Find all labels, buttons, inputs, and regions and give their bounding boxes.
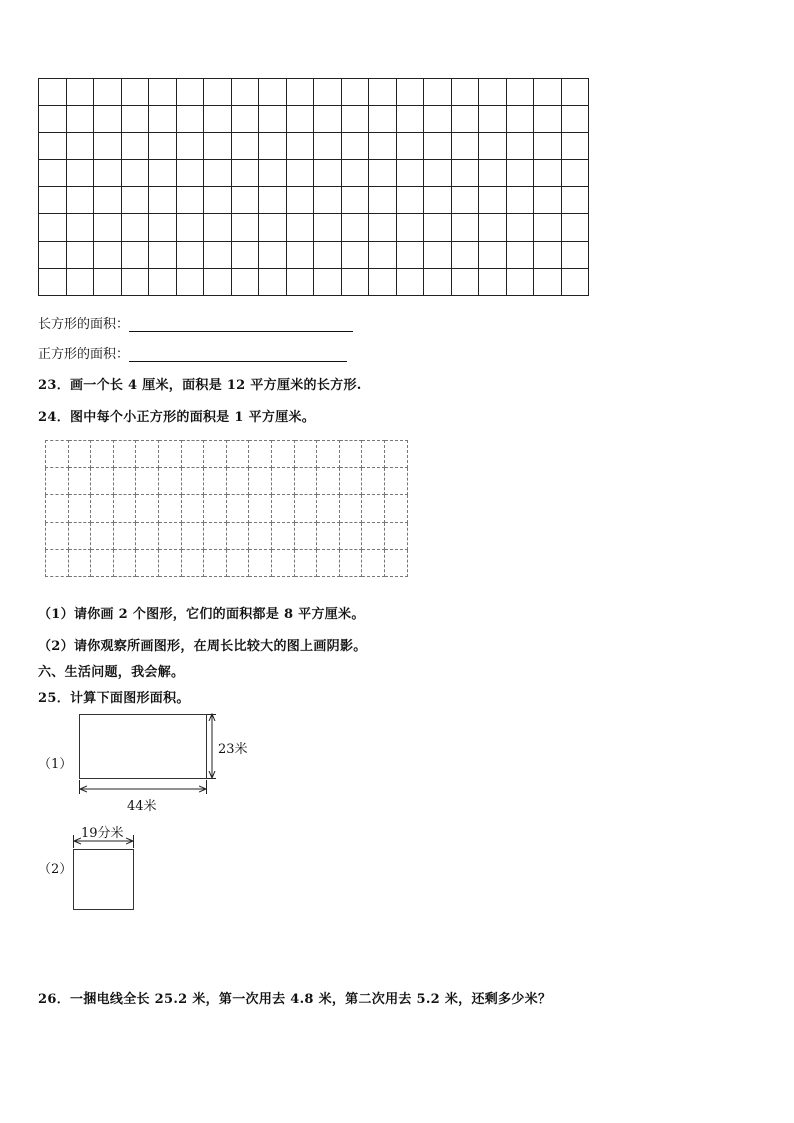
rect-area-label: 长方形的面积：	[38, 317, 130, 332]
grid-cell[interactable]	[369, 214, 397, 241]
grid-cell[interactable]	[136, 549, 159, 576]
grid-cell[interactable]	[451, 241, 479, 268]
grid-cell[interactable]	[259, 106, 287, 133]
grid-row	[46, 441, 408, 468]
grid-cell[interactable]	[369, 106, 397, 133]
grid-cell[interactable]	[424, 187, 452, 214]
grid-cell[interactable]	[396, 268, 424, 295]
grid-cell[interactable]	[176, 160, 204, 187]
grid-cell[interactable]	[479, 160, 507, 187]
rect-area-answer-line	[38, 313, 353, 332]
grid-cell[interactable]	[249, 441, 272, 468]
grid-cell[interactable]	[396, 79, 424, 106]
grid-cell[interactable]	[46, 522, 69, 549]
grid-cell[interactable]	[231, 214, 259, 241]
grid-cell[interactable]	[149, 79, 177, 106]
grid-cell[interactable]	[341, 160, 369, 187]
grid-cell[interactable]	[181, 495, 204, 522]
grid-cell[interactable]	[534, 268, 562, 295]
grid-cell[interactable]	[176, 268, 204, 295]
grid-cell[interactable]	[149, 160, 177, 187]
grid-cell[interactable]	[424, 214, 452, 241]
grid-cell[interactable]	[314, 160, 342, 187]
grid-cell[interactable]	[226, 495, 249, 522]
grid-row	[39, 241, 589, 268]
grid-cell[interactable]	[479, 79, 507, 106]
question-text: 图中每个小正方形的面积是 1 平方厘米。	[70, 410, 316, 425]
figure-1-label: （1）	[38, 757, 73, 772]
grid-cell[interactable]	[286, 214, 314, 241]
grid-cell[interactable]	[396, 160, 424, 187]
question-23	[38, 374, 362, 393]
grid-cell[interactable]	[46, 495, 69, 522]
grid-cell[interactable]	[362, 549, 385, 576]
grid-cell[interactable]	[534, 241, 562, 268]
grid-cell[interactable]	[204, 79, 232, 106]
grid-cell[interactable]	[317, 441, 340, 468]
grid-cell[interactable]	[204, 241, 232, 268]
grid-cell[interactable]	[149, 187, 177, 214]
grid-cell[interactable]	[286, 106, 314, 133]
grid-cell[interactable]	[46, 468, 69, 495]
grid-cell[interactable]	[121, 106, 149, 133]
grid-cell[interactable]	[158, 549, 181, 576]
grid-cell[interactable]	[46, 549, 69, 576]
grid-cell[interactable]	[384, 522, 407, 549]
grid-cell[interactable]	[121, 187, 149, 214]
grid-cell[interactable]	[39, 241, 67, 268]
grid-cell[interactable]	[121, 214, 149, 241]
grid-cell[interactable]	[339, 495, 362, 522]
grid-cell[interactable]	[39, 187, 67, 214]
grid-cell[interactable]	[66, 160, 94, 187]
grid-cell[interactable]	[561, 268, 589, 295]
grid-row	[39, 268, 589, 295]
grid-cell[interactable]	[341, 241, 369, 268]
grid-cell[interactable]	[259, 241, 287, 268]
grid-cell[interactable]	[314, 187, 342, 214]
grid-cell[interactable]	[286, 268, 314, 295]
square-area-label: 正方形的面积：	[38, 347, 130, 362]
grid-cell[interactable]	[286, 160, 314, 187]
grid-row	[46, 522, 408, 549]
grid-cell[interactable]	[339, 549, 362, 576]
grid-cell[interactable]	[94, 268, 122, 295]
grid-cell[interactable]	[176, 106, 204, 133]
grid-row	[39, 187, 589, 214]
grid-cell[interactable]	[158, 468, 181, 495]
grid-cell[interactable]	[259, 79, 287, 106]
grid-cell[interactable]	[231, 133, 259, 160]
grid-cell[interactable]	[113, 495, 136, 522]
grid-cell[interactable]	[341, 79, 369, 106]
grid-cell[interactable]	[506, 241, 534, 268]
grid-row	[39, 106, 589, 133]
grid-cell[interactable]	[286, 187, 314, 214]
grid-cell[interactable]	[136, 468, 159, 495]
figure-2-square	[66, 834, 142, 914]
grid-cell[interactable]	[339, 441, 362, 468]
grid-cell[interactable]	[113, 549, 136, 576]
grid-cell[interactable]	[534, 160, 562, 187]
grid-cell[interactable]	[314, 133, 342, 160]
grid-cell[interactable]	[286, 133, 314, 160]
figure-1-rectangle	[70, 708, 260, 814]
figure-1-height-label: 23米	[218, 742, 248, 757]
grid-cell[interactable]	[176, 241, 204, 268]
grid-cell[interactable]	[181, 549, 204, 576]
grid-cell[interactable]	[91, 468, 114, 495]
grid-cell[interactable]	[314, 241, 342, 268]
grid-cell[interactable]	[479, 106, 507, 133]
grid-cell[interactable]	[424, 241, 452, 268]
grid-cell[interactable]	[396, 187, 424, 214]
grid-cell[interactable]	[479, 241, 507, 268]
grid-cell[interactable]	[317, 549, 340, 576]
grid-cell[interactable]	[204, 187, 232, 214]
grid-row	[39, 160, 589, 187]
grid-cell[interactable]	[534, 133, 562, 160]
grid-cell[interactable]	[204, 468, 227, 495]
grid-cell[interactable]	[66, 187, 94, 214]
grid-row	[39, 133, 589, 160]
grid-cell[interactable]	[231, 160, 259, 187]
grid-cell[interactable]	[341, 214, 369, 241]
grid-cell[interactable]	[66, 241, 94, 268]
grid-row	[46, 468, 408, 495]
grid-cell[interactable]	[314, 214, 342, 241]
grid-cell[interactable]	[94, 160, 122, 187]
grid-cell[interactable]	[506, 187, 534, 214]
grid-cell[interactable]	[204, 133, 232, 160]
grid-cell[interactable]	[94, 79, 122, 106]
grid-cell[interactable]	[113, 441, 136, 468]
grid-cell[interactable]	[294, 495, 317, 522]
grid-cell[interactable]	[317, 468, 340, 495]
grid-cell[interactable]	[68, 522, 91, 549]
grid-cell[interactable]	[204, 214, 232, 241]
grid-cell[interactable]	[94, 106, 122, 133]
grid-cell[interactable]	[231, 106, 259, 133]
grid-cell[interactable]	[39, 214, 67, 241]
grid-cell[interactable]	[68, 441, 91, 468]
grid-cell[interactable]	[362, 495, 385, 522]
question-number: 26．	[38, 992, 70, 1007]
grid-cell[interactable]	[176, 79, 204, 106]
grid-cell[interactable]	[451, 133, 479, 160]
grid-cell[interactable]	[271, 522, 294, 549]
grid-cell[interactable]	[136, 441, 159, 468]
grid-cell[interactable]	[39, 268, 67, 295]
grid-cell[interactable]	[294, 441, 317, 468]
grid-cell[interactable]	[231, 241, 259, 268]
grid-cell[interactable]	[369, 241, 397, 268]
grid-cell[interactable]	[113, 522, 136, 549]
grid-cell[interactable]	[259, 160, 287, 187]
grid-cell[interactable]	[231, 79, 259, 106]
grid-cell[interactable]	[317, 522, 340, 549]
grid-cell[interactable]	[506, 160, 534, 187]
grid-cell[interactable]	[226, 549, 249, 576]
figure-1-width-label: 44米	[127, 799, 157, 814]
grid-cell[interactable]	[534, 187, 562, 214]
section-title: 六、生活问题，我会解。	[38, 665, 185, 680]
grid-cell[interactable]	[136, 522, 159, 549]
square-area-answer-line	[38, 343, 347, 362]
grid-cell[interactable]	[384, 441, 407, 468]
grid-cell[interactable]	[561, 160, 589, 187]
grid-cell[interactable]	[369, 79, 397, 106]
grid-cell[interactable]	[66, 268, 94, 295]
grid-cell[interactable]	[176, 187, 204, 214]
rectangle-shape	[80, 715, 207, 779]
grid-cell[interactable]	[176, 214, 204, 241]
rect-area-blank[interactable]	[129, 317, 353, 332]
grid-cell[interactable]	[94, 187, 122, 214]
grid-cell[interactable]	[121, 160, 149, 187]
grid-cell[interactable]	[259, 268, 287, 295]
grid-cell[interactable]	[424, 79, 452, 106]
grid-cell[interactable]	[91, 522, 114, 549]
grid-cell[interactable]	[149, 241, 177, 268]
grid-cell[interactable]	[286, 79, 314, 106]
grid-cell[interactable]	[424, 268, 452, 295]
grid-cell[interactable]	[94, 133, 122, 160]
drawing-grid[interactable]	[38, 78, 589, 296]
grid-cell[interactable]	[259, 214, 287, 241]
grid-cell[interactable]	[341, 106, 369, 133]
grid-cell[interactable]	[369, 160, 397, 187]
grid-cell[interactable]	[271, 495, 294, 522]
question-24-part-2: （2）请你观察所画图形，在周长比较大的图上画阴影。	[38, 639, 367, 654]
grid-cell[interactable]	[362, 441, 385, 468]
question-text: 画一个长 4 厘米，面积是 12 平方厘米的长方形.	[70, 378, 362, 393]
grid-cell[interactable]	[294, 549, 317, 576]
grid-cell[interactable]	[506, 268, 534, 295]
grid-cell[interactable]	[226, 468, 249, 495]
dotted-grid[interactable]	[45, 440, 408, 577]
grid-cell[interactable]	[561, 214, 589, 241]
grid-cell[interactable]	[204, 549, 227, 576]
grid-cell[interactable]	[176, 133, 204, 160]
grid-cell[interactable]	[68, 495, 91, 522]
grid-cell[interactable]	[249, 468, 272, 495]
grid-cell[interactable]	[451, 106, 479, 133]
grid-cell[interactable]	[249, 549, 272, 576]
figure-2-side-label: 19分米	[81, 826, 124, 841]
grid-cell[interactable]	[451, 160, 479, 187]
grid-cell[interactable]	[249, 495, 272, 522]
grid-cell[interactable]	[451, 214, 479, 241]
grid-cell[interactable]	[479, 214, 507, 241]
figure-2-label: （2）	[38, 862, 73, 877]
grid-cell[interactable]	[424, 106, 452, 133]
grid-cell[interactable]	[46, 441, 69, 468]
question-text: 计算下面图形面积。	[70, 691, 190, 706]
square-shape	[74, 850, 134, 910]
grid-cell[interactable]	[294, 522, 317, 549]
grid-cell[interactable]	[39, 79, 67, 106]
grid-cell[interactable]	[286, 241, 314, 268]
grid-cell[interactable]	[314, 79, 342, 106]
square-area-blank[interactable]	[129, 347, 347, 362]
grid-cell[interactable]	[396, 133, 424, 160]
grid-cell[interactable]	[68, 468, 91, 495]
grid-cell[interactable]	[479, 133, 507, 160]
grid-row	[46, 495, 408, 522]
grid-cell[interactable]	[561, 241, 589, 268]
grid-cell[interactable]	[561, 133, 589, 160]
grid-cell[interactable]	[384, 495, 407, 522]
question-number: 23．	[38, 378, 70, 393]
grid-cell[interactable]	[226, 441, 249, 468]
grid-cell[interactable]	[396, 241, 424, 268]
grid-cell[interactable]	[561, 187, 589, 214]
grid-cell[interactable]	[259, 187, 287, 214]
grid-cell[interactable]	[121, 268, 149, 295]
grid-cell[interactable]	[341, 268, 369, 295]
grid-cell[interactable]	[181, 441, 204, 468]
grid-cell[interactable]	[121, 133, 149, 160]
grid-cell[interactable]	[181, 522, 204, 549]
grid-cell[interactable]	[339, 468, 362, 495]
grid-cell[interactable]	[314, 106, 342, 133]
grid-cell[interactable]	[66, 133, 94, 160]
grid-row	[46, 549, 408, 576]
grid-cell[interactable]	[534, 79, 562, 106]
question-24-part-1: （1）请你画 2 个图形，它们的面积都是 8 平方厘米。	[38, 607, 365, 622]
grid-cell[interactable]	[204, 495, 227, 522]
grid-cell[interactable]	[66, 106, 94, 133]
grid-cell[interactable]	[451, 79, 479, 106]
grid-cell[interactable]	[121, 79, 149, 106]
grid-cell[interactable]	[424, 133, 452, 160]
grid-cell[interactable]	[424, 160, 452, 187]
question-24	[38, 406, 315, 425]
grid-cell[interactable]	[362, 522, 385, 549]
grid-cell[interactable]	[204, 160, 232, 187]
grid-cell[interactable]	[231, 268, 259, 295]
grid-cell[interactable]	[341, 187, 369, 214]
grid-cell[interactable]	[506, 79, 534, 106]
question-26	[38, 988, 551, 1007]
grid-cell[interactable]	[158, 522, 181, 549]
grid-cell[interactable]	[113, 468, 136, 495]
grid-cell[interactable]	[66, 79, 94, 106]
grid-cell[interactable]	[91, 441, 114, 468]
grid-cell[interactable]	[294, 468, 317, 495]
grid-cell[interactable]	[91, 549, 114, 576]
grid-cell[interactable]	[506, 214, 534, 241]
grid-cell[interactable]	[534, 106, 562, 133]
grid-cell[interactable]	[149, 268, 177, 295]
grid-cell[interactable]	[314, 268, 342, 295]
grid-cell[interactable]	[181, 468, 204, 495]
grid-cell[interactable]	[271, 549, 294, 576]
grid-cell[interactable]	[384, 468, 407, 495]
grid-cell[interactable]	[68, 549, 91, 576]
grid-cell[interactable]	[396, 106, 424, 133]
grid-cell[interactable]	[259, 133, 287, 160]
grid-cell[interactable]	[396, 214, 424, 241]
grid-cell[interactable]	[66, 214, 94, 241]
grid-cell[interactable]	[369, 268, 397, 295]
grid-cell[interactable]	[362, 468, 385, 495]
grid-cell[interactable]	[271, 441, 294, 468]
question-text: 一捆电线全长 25.2 米，第一次用去 4.8 米，第二次用去 5.2 米，还剩多少米？	[70, 992, 552, 1007]
grid-cell[interactable]	[561, 79, 589, 106]
grid-cell[interactable]	[94, 214, 122, 241]
grid-cell[interactable]	[249, 522, 272, 549]
grid-cell[interactable]	[369, 187, 397, 214]
grid-cell[interactable]	[136, 495, 159, 522]
grid-cell[interactable]	[451, 268, 479, 295]
grid-cell[interactable]	[506, 133, 534, 160]
grid-row	[39, 214, 589, 241]
grid-cell[interactable]	[149, 106, 177, 133]
grid-cell[interactable]	[534, 214, 562, 241]
grid-cell[interactable]	[204, 106, 232, 133]
grid-cell[interactable]	[231, 187, 259, 214]
grid-cell[interactable]	[204, 268, 232, 295]
grid-cell[interactable]	[451, 187, 479, 214]
question-number: 25．	[38, 691, 70, 706]
grid-cell[interactable]	[158, 495, 181, 522]
grid-cell[interactable]	[369, 133, 397, 160]
grid-cell[interactable]	[271, 468, 294, 495]
grid-cell[interactable]	[479, 187, 507, 214]
grid-cell[interactable]	[479, 268, 507, 295]
grid-cell[interactable]	[91, 495, 114, 522]
grid-cell[interactable]	[384, 549, 407, 576]
grid-cell[interactable]	[158, 441, 181, 468]
grid-cell[interactable]	[341, 133, 369, 160]
grid-cell[interactable]	[204, 522, 227, 549]
grid-cell[interactable]	[317, 495, 340, 522]
grid-cell[interactable]	[149, 133, 177, 160]
question-number: 24．	[38, 410, 70, 425]
grid-cell[interactable]	[94, 241, 122, 268]
grid-cell[interactable]	[39, 160, 67, 187]
grid-row	[39, 79, 589, 106]
grid-cell[interactable]	[339, 522, 362, 549]
question-25	[38, 687, 190, 706]
grid-cell[interactable]	[204, 441, 227, 468]
grid-cell[interactable]	[121, 241, 149, 268]
grid-cell[interactable]	[226, 522, 249, 549]
grid-cell[interactable]	[39, 106, 67, 133]
grid-cell[interactable]	[506, 106, 534, 133]
grid-cell[interactable]	[149, 214, 177, 241]
grid-cell[interactable]	[39, 133, 67, 160]
grid-cell[interactable]	[561, 106, 589, 133]
